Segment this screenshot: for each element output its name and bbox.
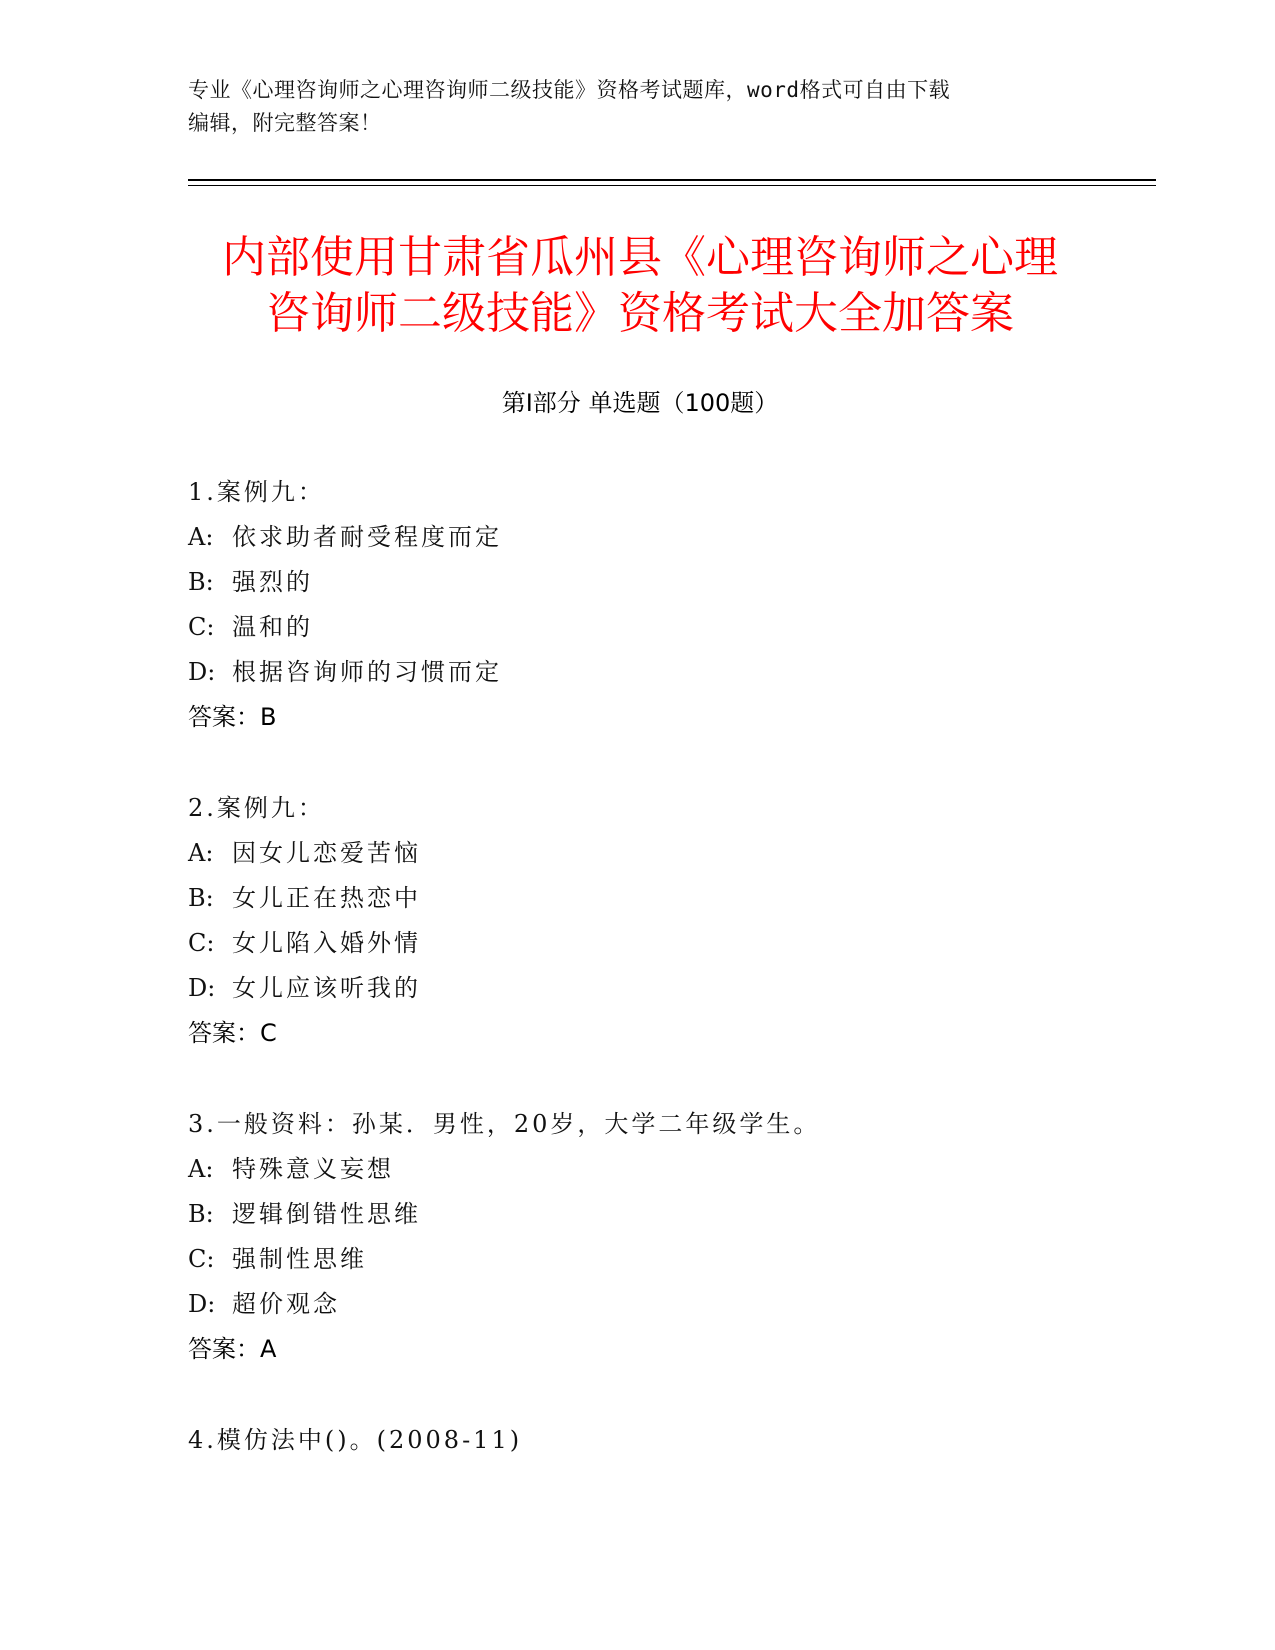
header-note-line-1: 专业《心理咨询师之心理咨询师二级技能》资格考试题库，word格式可自由下载 xyxy=(188,78,951,102)
option-key: D: xyxy=(188,658,216,686)
header-rule-thick xyxy=(188,179,1156,181)
option-text: 女儿应该听我的 xyxy=(232,974,421,1002)
option-d xyxy=(188,1282,1128,1327)
question-2 xyxy=(188,786,1128,1056)
option-text: 超价观念 xyxy=(232,1290,340,1318)
option-text: 女儿陷入婚外情 xyxy=(232,929,421,957)
question-stem: 3.一般资料：孙某．男性，20岁，大学二年级学生。 xyxy=(188,1110,821,1138)
option-key: B: xyxy=(188,1200,214,1228)
question-stem: 1.案例九： xyxy=(188,478,325,506)
option-key: A: xyxy=(188,523,214,551)
answer-line: 答案：A xyxy=(188,1335,277,1363)
option-a xyxy=(188,515,1128,560)
option-d xyxy=(188,966,1128,1011)
question-stem: 4.模仿法中()。(2008-11) xyxy=(188,1426,523,1454)
option-text: 特殊意义妄想 xyxy=(232,1155,394,1183)
option-key: D: xyxy=(188,1290,216,1318)
document-title xyxy=(150,230,1130,342)
option-key: C: xyxy=(188,1245,215,1273)
option-key: D: xyxy=(188,974,216,1002)
option-a xyxy=(188,831,1128,876)
option-text: 因女儿恋爱苦恼 xyxy=(232,839,421,867)
option-key: B: xyxy=(188,568,214,596)
section-title: 第Ⅰ部分 单选题（100题） xyxy=(501,389,779,417)
question-4 xyxy=(188,1418,1128,1463)
option-key: A: xyxy=(188,1155,214,1183)
option-text: 强制性思维 xyxy=(232,1245,367,1273)
option-d xyxy=(188,650,1128,695)
answer-line: 答案：B xyxy=(188,703,277,731)
option-text: 女儿正在热恋中 xyxy=(232,884,421,912)
header-rule-thin xyxy=(188,185,1156,186)
option-key: C: xyxy=(188,613,215,641)
header-note xyxy=(188,74,1088,140)
option-a xyxy=(188,1147,1128,1192)
option-key: A: xyxy=(188,839,214,867)
option-text: 温和的 xyxy=(232,613,313,641)
document-title-line-1: 内部使用甘肃省瓜州县《心理咨询师之心理 xyxy=(222,232,1058,283)
option-text: 逻辑倒错性思维 xyxy=(232,1200,421,1228)
document-title-line-2: 咨询师二级技能》资格考试大全加答案 xyxy=(266,288,1014,339)
option-key: C: xyxy=(188,929,215,957)
header-note-line-2: 编辑，附完整答案！ xyxy=(188,111,382,135)
option-b xyxy=(188,876,1128,921)
question-stem: 2.案例九： xyxy=(188,794,325,822)
option-b xyxy=(188,1192,1128,1237)
option-c xyxy=(188,921,1128,966)
question-3 xyxy=(188,1102,1128,1372)
question-1 xyxy=(188,470,1128,740)
option-text: 强烈的 xyxy=(232,568,313,596)
option-text: 根据咨询师的习惯而定 xyxy=(232,658,502,686)
option-key: B: xyxy=(188,884,214,912)
option-c xyxy=(188,1237,1128,1282)
answer-line: 答案：C xyxy=(188,1019,277,1047)
option-text: 依求助者耐受程度而定 xyxy=(232,523,502,551)
option-b xyxy=(188,560,1128,605)
option-c xyxy=(188,605,1128,650)
